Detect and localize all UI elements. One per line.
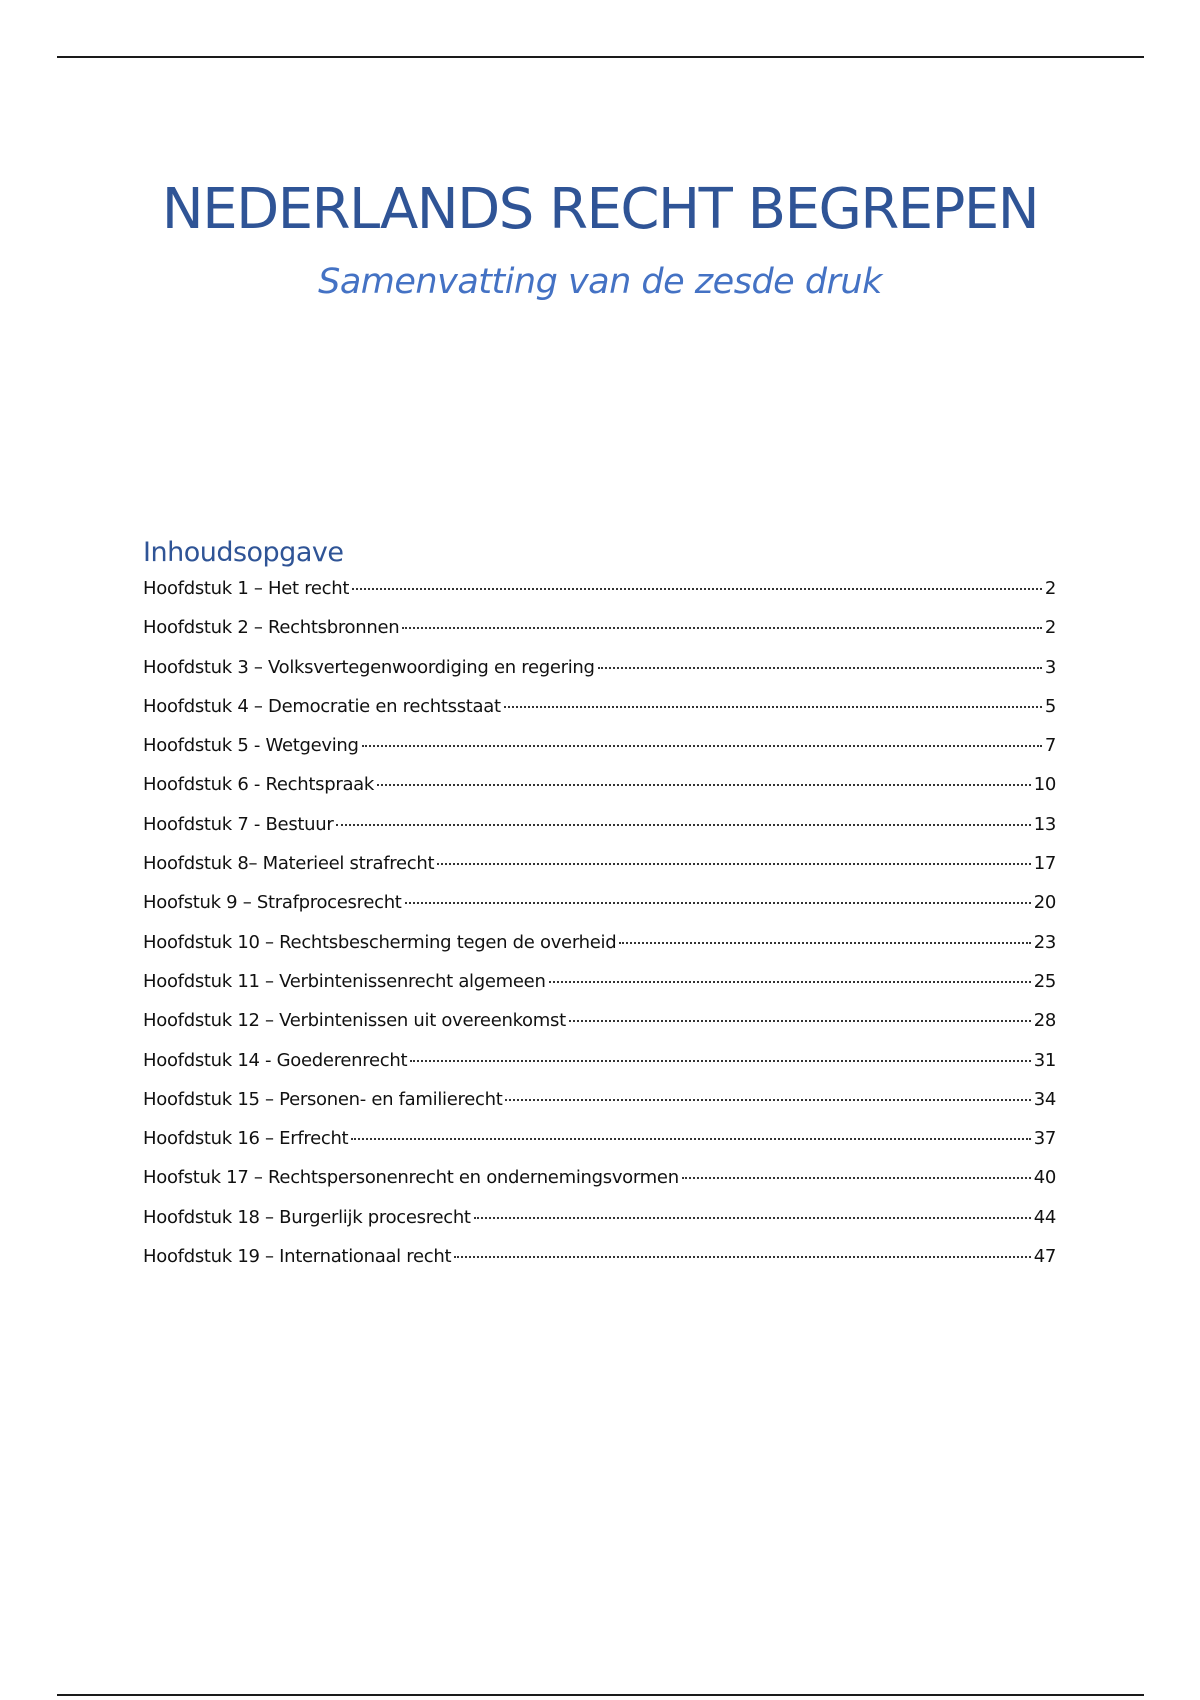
- toc-entry-label: Hoofdstuk 6 - Rechtspraak: [143, 774, 375, 796]
- toc-entry[interactable]: [143, 1010, 1056, 1049]
- toc-entry[interactable]: [143, 1167, 1056, 1206]
- toc-entry-label: Hoofdstuk 7 - Bestuur: [143, 813, 334, 835]
- toc-dot-leader: [410, 1060, 1030, 1062]
- toc-entry[interactable]: [143, 774, 1056, 813]
- toc-entry[interactable]: [143, 1207, 1056, 1246]
- toc-entry-label: Hoofdstuk 8– Materieel strafrecht: [143, 853, 435, 875]
- toc-entry-page-number: 2: [1044, 617, 1056, 639]
- document-title: NEDERLANDS RECHT BEGREPEN: [161, 177, 1039, 242]
- toc-entry-page-number: 7: [1044, 735, 1056, 757]
- toc-entry-label: Hoofstuk 17 – Rechtspersonenrecht en ondernemingsvormen: [143, 1167, 679, 1189]
- toc-dot-leader: [682, 1177, 1031, 1179]
- toc-entry-page-number: 20: [1033, 892, 1056, 914]
- footer-rule: [57, 1694, 1144, 1696]
- toc-entry[interactable]: [143, 1050, 1056, 1089]
- toc-entry[interactable]: [143, 735, 1056, 774]
- toc-entry-label: Hoofdstuk 12 – Verbintenissen uit overeenkomst: [143, 1010, 566, 1032]
- toc-entry[interactable]: [143, 1246, 1056, 1285]
- toc-entry-page-number: 40: [1033, 1167, 1056, 1189]
- toc-entry-label: Hoofdstuk 14 - Goederenrecht: [143, 1049, 408, 1071]
- toc-dot-leader: [619, 942, 1030, 944]
- toc-entry-label: Hoofdstuk 16 – Erfrecht: [143, 1128, 349, 1150]
- toc-entry[interactable]: [143, 971, 1056, 1010]
- toc-entry-label: Hoofdstuk 19 – Internationaal recht: [143, 1246, 452, 1268]
- toc-entry-page-number: 31: [1033, 1049, 1056, 1071]
- toc-entry-page-number: 47: [1033, 1246, 1056, 1268]
- toc-entry-label: Hoofstuk 9 – Strafprocesrecht: [143, 892, 402, 914]
- toc-entry-label: Hoofdstuk 3 – Volksvertegenwoordiging en regering: [143, 656, 595, 678]
- toc-entry-label: Hoofdstuk 2 – Rechtsbronnen: [143, 617, 400, 639]
- toc-dot-leader: [569, 1020, 1031, 1022]
- toc-entry[interactable]: [143, 932, 1056, 971]
- toc-entry-label: Hoofdstuk 4 – Democratie en rechtsstaat: [143, 695, 501, 717]
- toc-entry[interactable]: [143, 1089, 1056, 1128]
- toc-entry[interactable]: [143, 892, 1056, 931]
- toc-entry-page-number: 28: [1033, 1010, 1056, 1032]
- toc-dot-leader: [437, 863, 1030, 865]
- toc-entry[interactable]: [143, 1128, 1056, 1167]
- toc-dot-leader: [454, 1256, 1030, 1258]
- toc-dot-leader: [474, 1217, 1031, 1219]
- toc-entry-label: Hoofdstuk 5 - Wetgeving: [143, 735, 359, 757]
- toc-dot-leader: [362, 745, 1042, 747]
- toc-entry[interactable]: [143, 657, 1056, 696]
- toc-entry-label: Hoofdstuk 11 – Verbintenissenrecht algemeen: [143, 970, 546, 992]
- toc-entry[interactable]: [143, 814, 1056, 853]
- table-of-contents: [143, 578, 1056, 1285]
- toc-entry-page-number: 44: [1033, 1206, 1056, 1228]
- document-subtitle: Samenvatting van de zesde druk: [318, 262, 882, 302]
- toc-entry-label: Hoofdstuk 18 – Burgerlijk procesrecht: [143, 1206, 471, 1228]
- toc-entry[interactable]: [143, 853, 1056, 892]
- toc-entry-page-number: 3: [1044, 656, 1056, 678]
- toc-entry-page-number: 10: [1033, 774, 1056, 796]
- toc-entry[interactable]: [143, 696, 1056, 735]
- toc-dot-leader: [504, 706, 1042, 708]
- toc-dot-leader: [377, 784, 1031, 786]
- toc-entry-label: Hoofdstuk 15 – Personen- en familierecht: [143, 1088, 503, 1110]
- toc-dot-leader: [405, 902, 1031, 904]
- toc-dot-leader: [352, 588, 1042, 590]
- toc-dot-leader: [402, 627, 1041, 629]
- toc-entry[interactable]: [143, 617, 1056, 656]
- toc-heading: Inhoudsopgave: [143, 537, 344, 568]
- toc-dot-leader: [505, 1099, 1030, 1101]
- toc-entry-page-number: 23: [1033, 931, 1056, 953]
- toc-entry-page-number: 5: [1044, 695, 1056, 717]
- header-rule: [57, 56, 1144, 58]
- toc-dot-leader: [351, 1138, 1030, 1140]
- toc-dot-leader: [598, 667, 1042, 669]
- toc-entry-page-number: 25: [1033, 970, 1056, 992]
- toc-dot-leader: [336, 824, 1030, 826]
- toc-entry-page-number: 17: [1033, 853, 1056, 875]
- toc-entry-page-number: 37: [1033, 1128, 1056, 1150]
- toc-entry-label: Hoofdstuk 1 – Het recht: [143, 578, 350, 599]
- toc-entry-page-number: 2: [1044, 578, 1056, 599]
- toc-entry-page-number: 34: [1033, 1088, 1056, 1110]
- toc-entry-page-number: 13: [1033, 813, 1056, 835]
- toc-entry[interactable]: [143, 578, 1056, 617]
- toc-dot-leader: [549, 981, 1031, 983]
- toc-entry-label: Hoofdstuk 10 – Rechtsbescherming tegen de overheid: [143, 931, 617, 953]
